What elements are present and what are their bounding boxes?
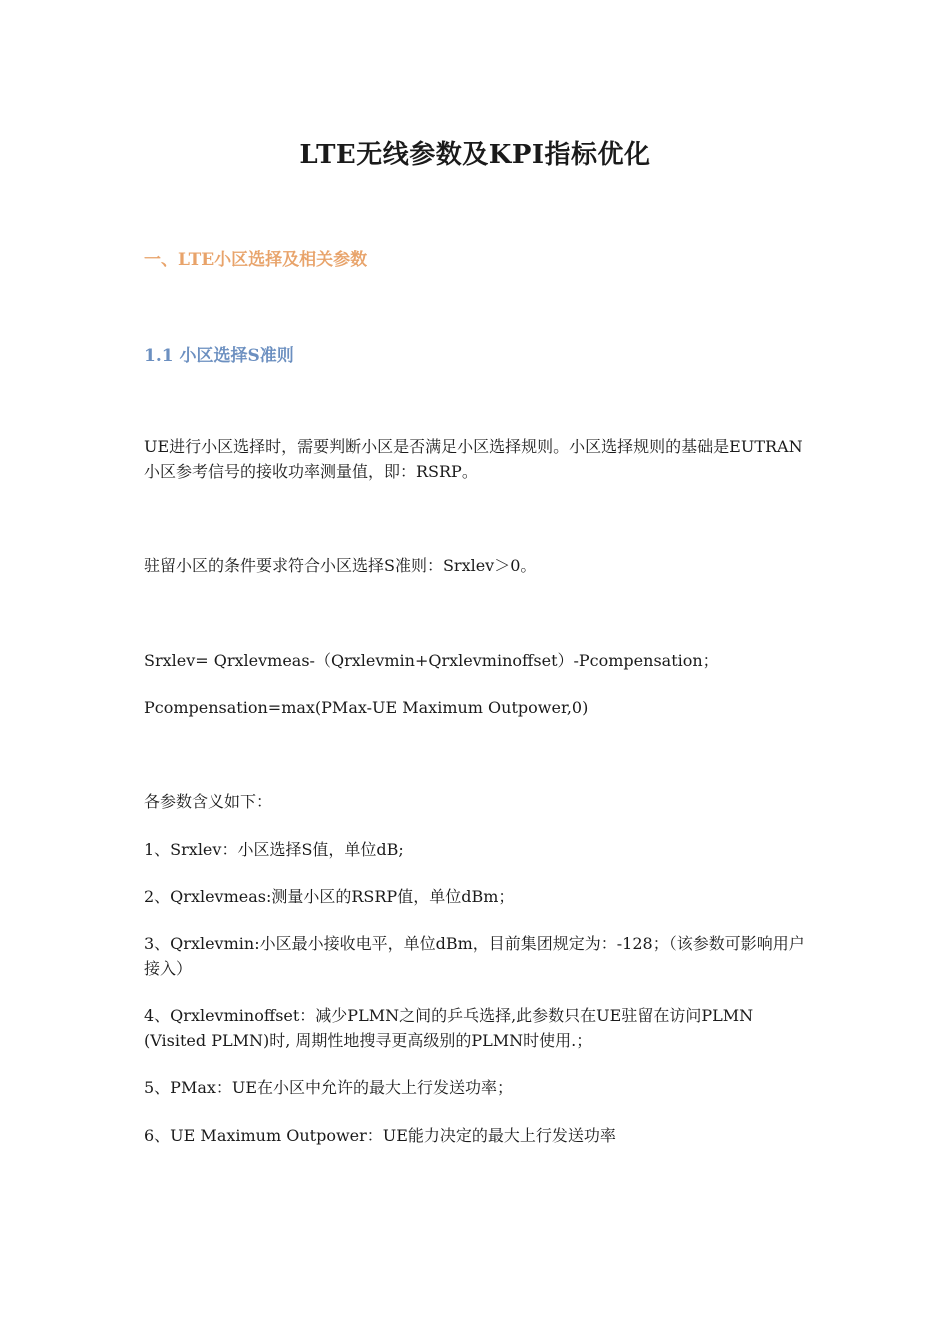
paragraph-params-intro: 各参数含义如下：: [144, 792, 273, 811]
param-item-1: 1、Srxlev：小区选择S值，单位dB;: [144, 840, 404, 859]
section-heading: 一、LTE小区选择及相关参数: [144, 250, 368, 270]
document-title: LTE无线参数及KPI指标优化: [299, 140, 651, 170]
param-item-2: 2、Qrxlevmeas:测量小区的RSRP值，单位dBm；: [144, 887, 515, 906]
subsection-heading: 1.1 小区选择S准则: [144, 346, 294, 366]
paragraph-intro: UE进行小区选择时，需要判断小区是否满足小区选择规则。小区选择规则的基础是EUTRAN小区参考信号的接收功率测量值，即：RSRP。: [144, 437, 803, 481]
formula-pcompensation: Pcompensation=max(PMax-UE Maximum Outpower,0): [144, 698, 589, 717]
formula-srxlev: Srxlev= Qrxlevmeas-（Qrxlevmin+Qrxlevminoffset）-Pcompensation；: [144, 651, 719, 670]
param-item-3: 3、Qrxlevmin:小区最小接收电平，单位dBm，目前集团规定为：-128；（该参数可影响用户接入）: [144, 934, 805, 978]
param-item-6: 6、UE Maximum Outpower：UE能力决定的最大上行发送功率: [144, 1126, 616, 1145]
param-item-5: 5、PMax：UE在小区中允许的最大上行发送功率；: [144, 1078, 514, 1097]
param-item-4: 4、Qrxlevminoffset：减少PLMN之间的乒乓选择,此参数只在UE驻留在访问PLMN (Visited PLMN)时, 周期性地搜寻更高级别的PLMN时使用.；: [144, 1006, 754, 1050]
paragraph-condition: 驻留小区的条件要求符合小区选择S准则：Srxlev＞0。: [144, 556, 537, 575]
